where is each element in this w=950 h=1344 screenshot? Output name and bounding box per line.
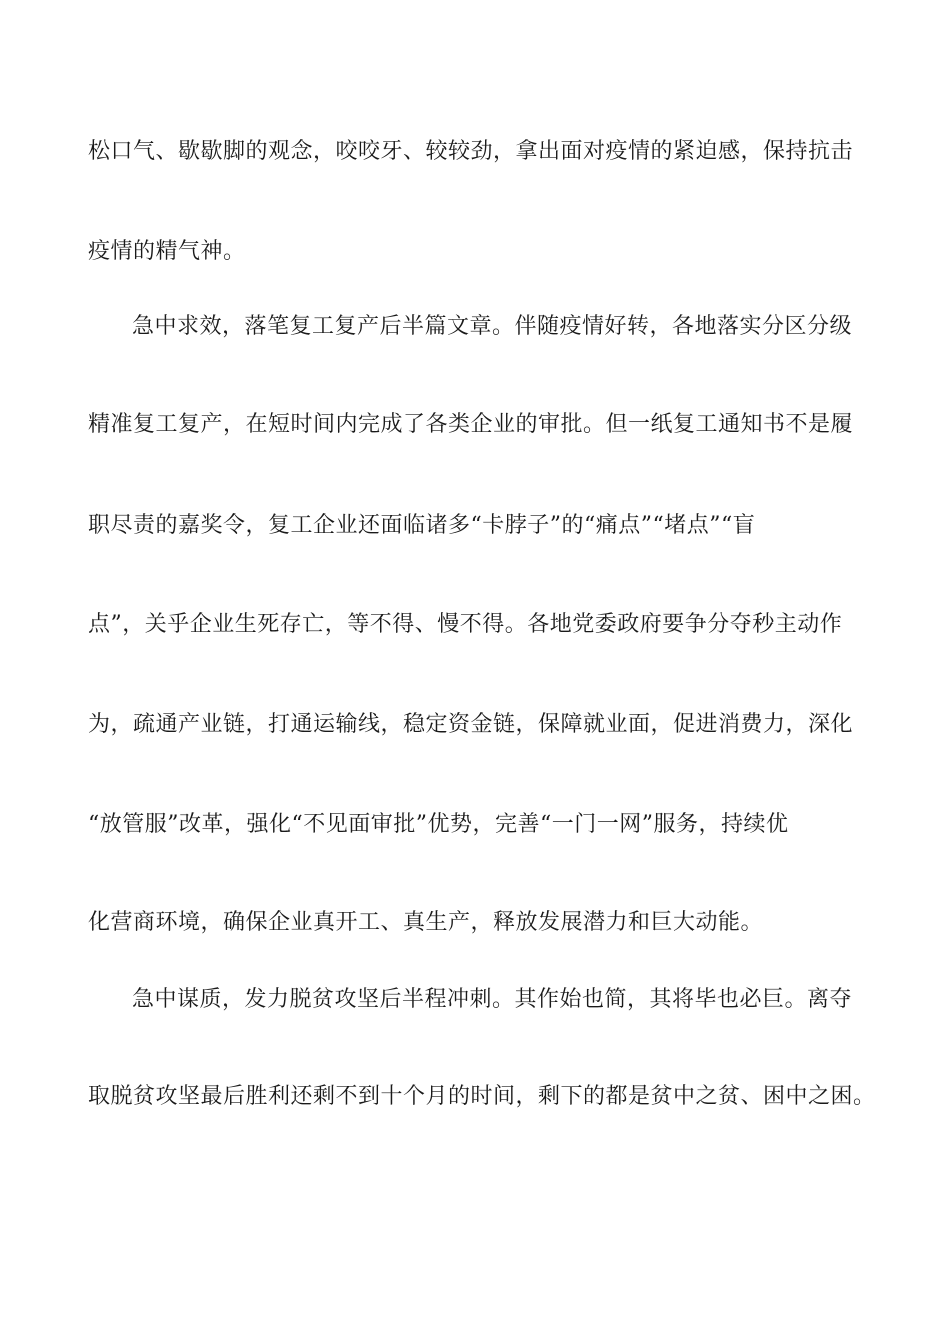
paragraph-line: 松口气、歇歇脚的观念，咬咬牙、较较劲，拿出面对疫情的紧迫感，保持抗击	[88, 139, 854, 164]
paragraph-line: 职尽责的嘉奖令，复工企业还面临诸多“卡脖子”的“痛点”“堵点”“盲	[88, 513, 756, 538]
paragraph-first-line: 急中求效，落笔复工复产后半篇文章。伴随疫情好转，各地落实分区分级	[132, 314, 853, 339]
paragraph-line: “放管服”改革，强化“不见面审批”优势，完善“一门一网”服务，持续优	[88, 812, 789, 837]
paragraph-first-line: 急中谋质，发力脱贫攻坚后半程冲刺。其作始也简，其将毕也必巨。离夺	[132, 987, 853, 1012]
paragraph-line: 点”，关乎企业生死存亡，等不得、慢不得。各地党委政府要争分夺秒主动作	[88, 612, 843, 637]
paragraph-line: 精准复工复产，在短时间内完成了各类企业的审批。但一纸复工通知书不是履	[88, 412, 854, 437]
paragraph-line: 为，疏通产业链，打通运输线，稳定资金链，保障就业面，促进消费力，深化	[88, 712, 854, 737]
paragraph-line: 疫情的精气神。	[88, 239, 246, 264]
paragraph-line: 化营商环境，确保企业真开工、真生产，释放发展潜力和巨大动能。	[88, 910, 764, 935]
paragraph-line: 取脱贫攻坚最后胜利还剩不到十个月的时间，剩下的都是贫中之贫、困中之困。	[88, 1084, 876, 1109]
